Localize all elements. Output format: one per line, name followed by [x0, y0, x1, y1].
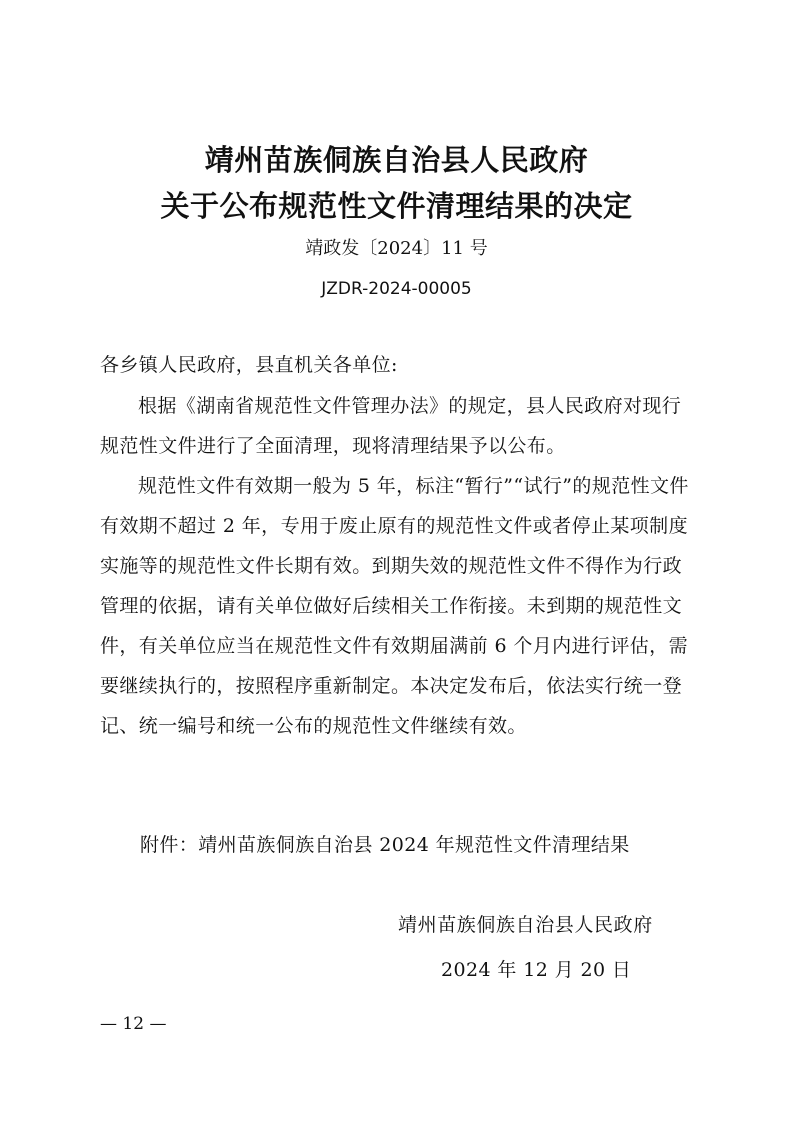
paragraph-2: 规范性文件有效期一般为 5 年，标注“暂行”“试行”的规范性文件有效期不超过 2 年，专用于废止原有的规范性文件或者停止某项制度实施等的规范性文件长期有效。到期失效的规范性文件不得作为行政管理的依据，请有关单位做好后续相关工作衔接。未到期的规范性文件，有关单位应当在规范性文件有效期届满前 6 个月内进行评估，需要继续执行的，按照程序重新制定。本决定发布后，依法实行统一登记、统一编号和统一公布的规范性文件继续有效。 [100, 475, 689, 737]
paragraph-1: 根据《湖南省规范性文件管理办法》的规定，县人民政府对现行规范性文件进行了全面清理，现将清理结果予以公布。 [100, 395, 682, 457]
registration-code: JZDR-2024-00005 [321, 279, 472, 299]
page-number: — 12 — [100, 1014, 167, 1034]
attachment-line: 附件：靖州苗族侗族自治县 2024 年规范性文件清理结果 [140, 834, 630, 856]
issue-date: 2024 年 12 月 20 日 [441, 959, 632, 981]
document-title-line1: 靖州苗族侗族自治县人民政府 [204, 143, 589, 177]
document-title-line2: 关于公布规范性文件清理结果的决定 [160, 189, 633, 223]
salutation: 各乡镇人民政府，县直机关各单位: [100, 354, 398, 376]
issuer-signature: 靖州苗族侗族自治县人民政府 [398, 914, 653, 936]
document-number: 靖政发〔2024〕11 号 [305, 238, 488, 259]
